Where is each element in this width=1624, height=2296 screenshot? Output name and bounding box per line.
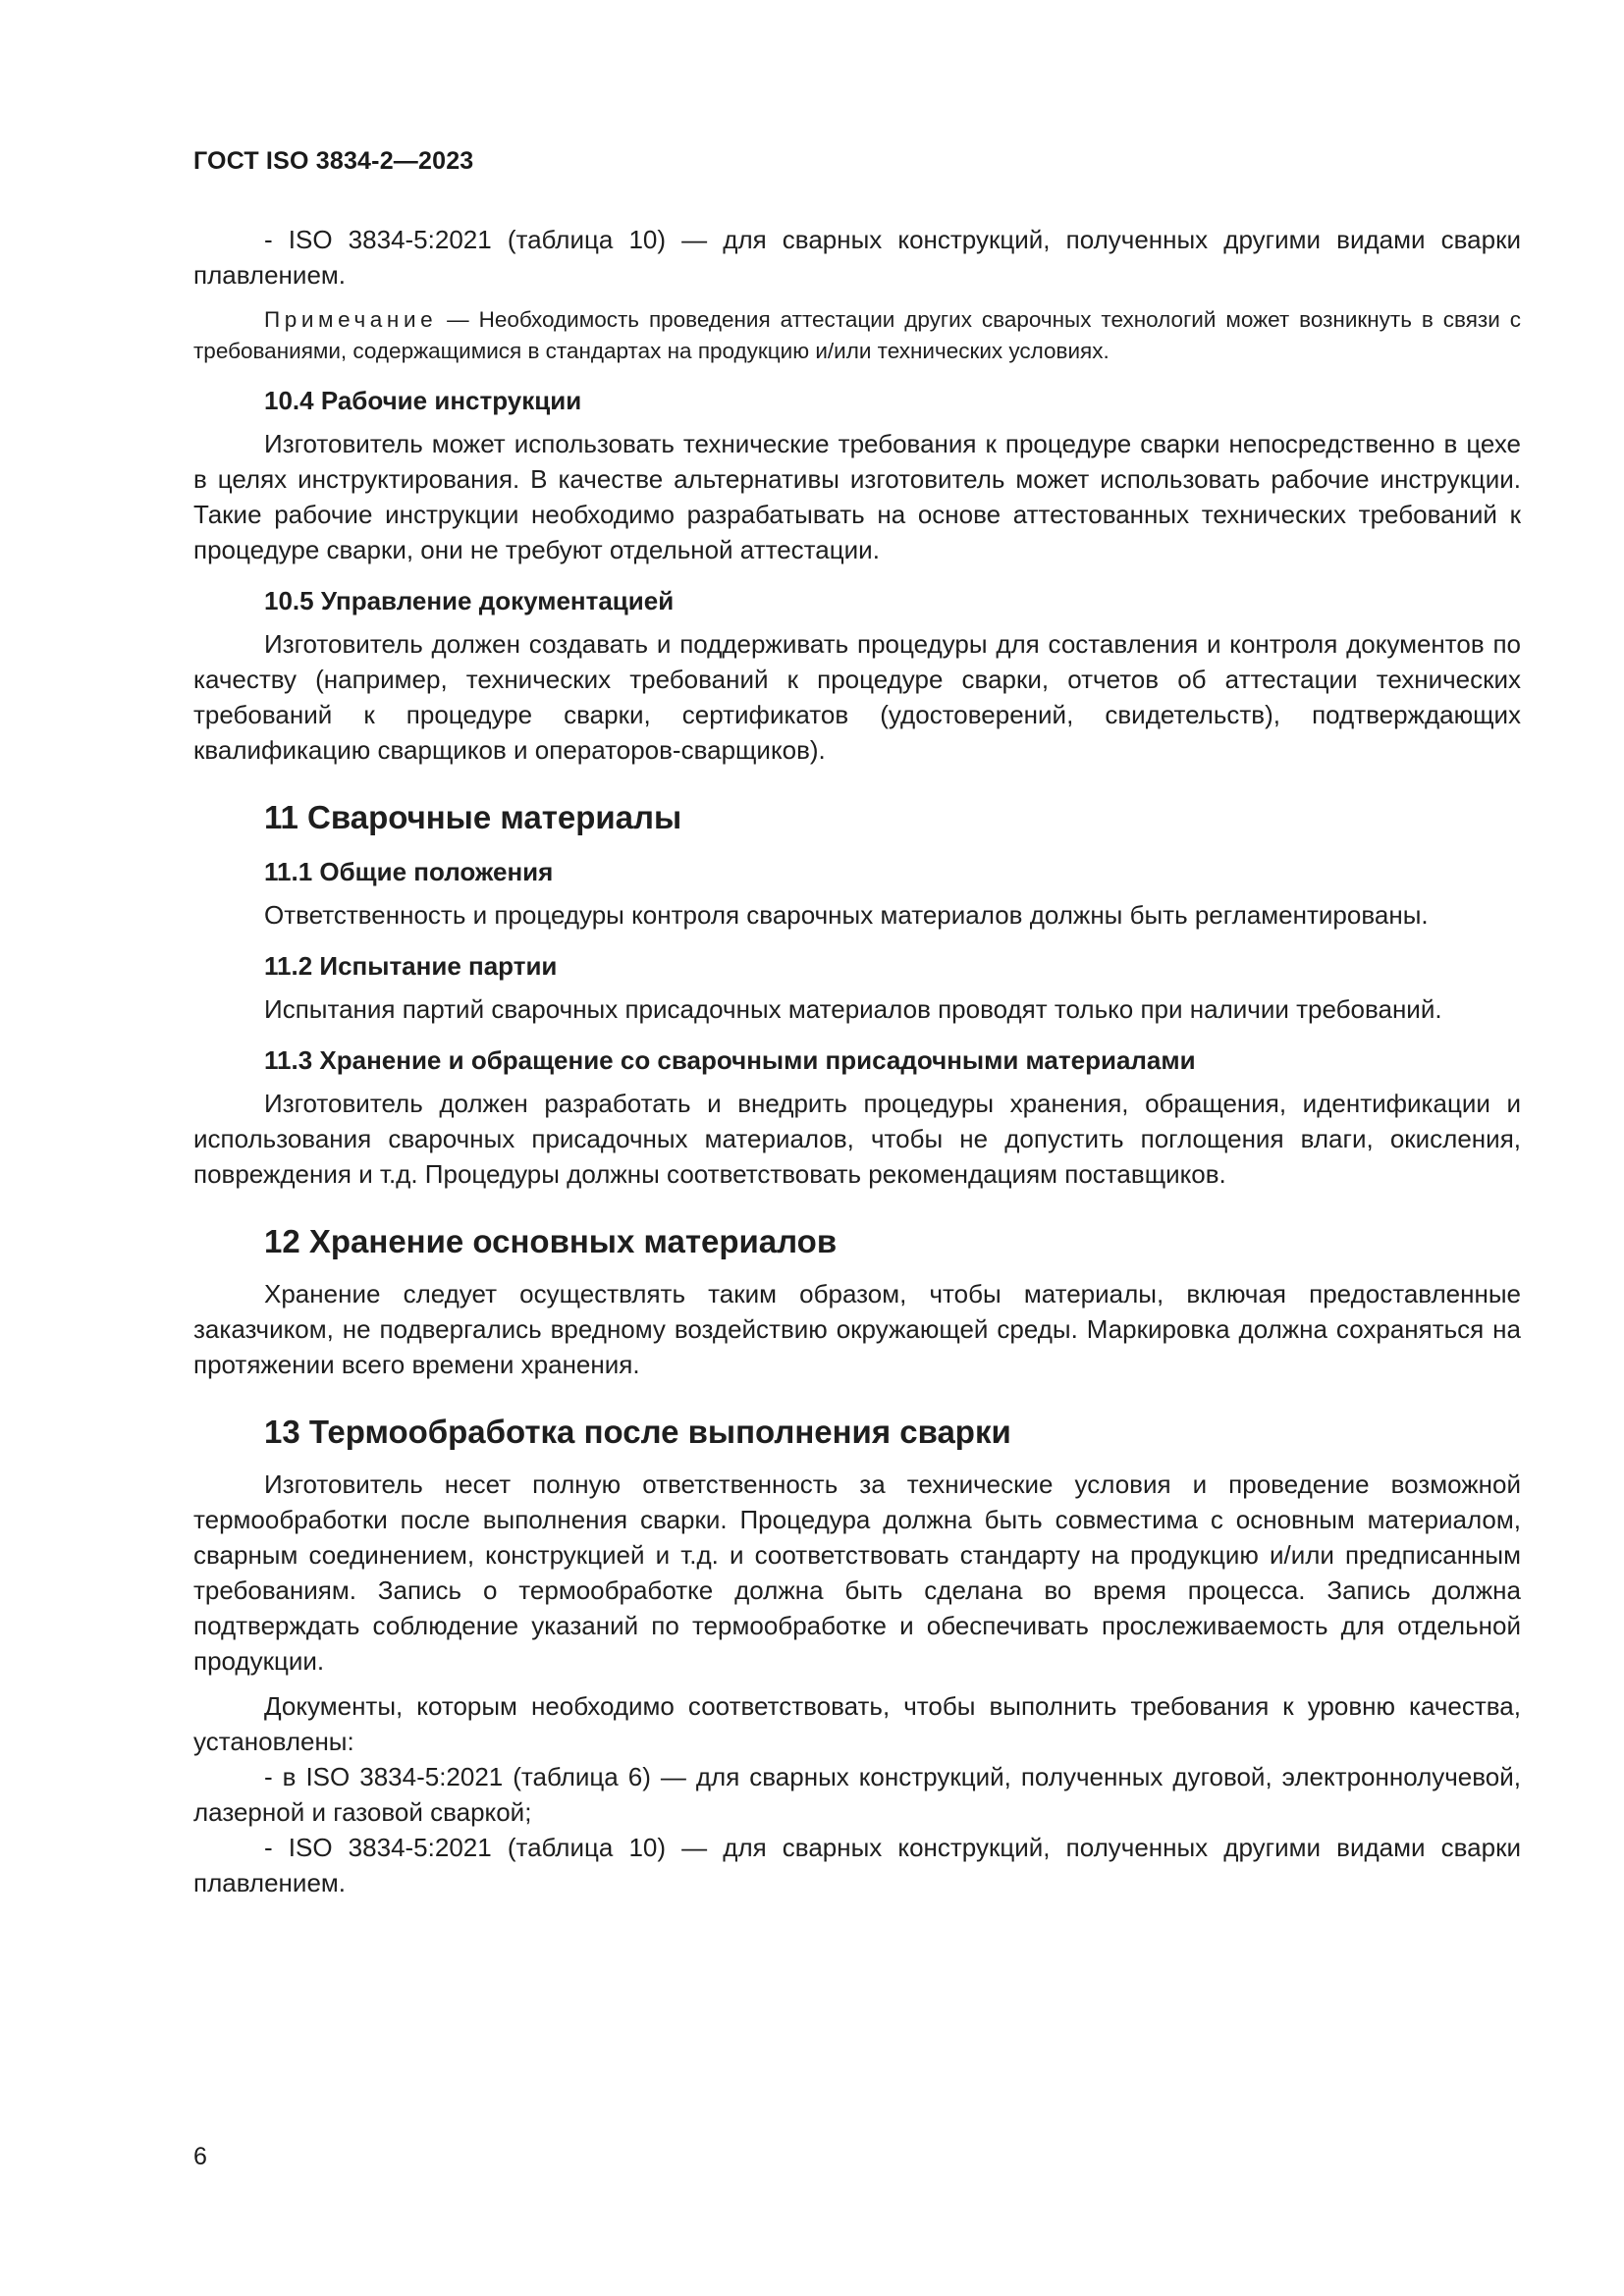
section-13-paragraph-2: Документы, которым необходимо соответствовать, чтобы выполнить требования к уровню качества, установлены: [193,1691,1521,1756]
section-11-1-title: 11.1 Общие положения [264,857,554,886]
section-11-2-text: Испытания партий сварочных присадочных материалов проводят только при наличии требований. [264,994,1442,1024]
section-13-list-item-2: - ISO 3834-5:2021 (таблица 10) — для сварных конструкций, полученных другими видами сварки плавлением. [193,1833,1521,1897]
page-number: 6 [193,2143,207,2170]
section-10-4-text: Изготовитель может использовать технические требования к процедуре сварки непосредственно в цехе в целях инструктирования. В качестве альтернативы изготовитель может использовать рабочие инструкции. Такие рабочие инструкции необходимо разрабатывать на основе аттестованных технических требований к процедуре сварки, они не требуют отдельной аттестации. [193,429,1521,564]
section-11-3-title: 11.3 Хранение и обращение со сварочными присадочными материалами [264,1045,1196,1075]
note-paragraph [193,304,1521,367]
section-12-text: Хранение следует осуществлять таким образом, чтобы материалы, включая предоставленные заказчиком, не подвергались вредному воздействию окружающей среды. Маркировка должна сохраняться на протяжении всего времени хранения. [193,1279,1521,1379]
note-text: — Необходимость проведения аттестации других сварочных технологий может возникнуть в связи с требованиями, содержащимися в стандартах на продукцию и/или технических условиях. [193,307,1521,363]
list-item-iso5-table10: - ISO 3834-5:2021 (таблица 10) — для сварных конструкций, полученных другими видами сварки плавлением. [193,225,1521,290]
section-11-3-text: Изготовитель должен разработать и внедрить процедуры хранения, обращения, идентификации и использования сварочных присадочных материалов, чтобы не допустить поглощения влаги, окисления, повреждения и т.д. Процедуры должны соответствовать рекомендациям поставщиков. [193,1089,1521,1189]
section-11-1-text: Ответственность и процедуры контроля сварочных материалов должны быть регламентированы. [264,900,1429,930]
document-body [193,222,1521,1900]
section-11-2-title: 11.2 Испытание партии [264,951,558,981]
note-label: Примечание [264,307,438,332]
section-11-title: 11 Сварочные материалы [264,799,682,835]
document-header-code: ГОСТ ISO 3834-2—2023 [193,147,474,175]
section-13-paragraph-1: Изготовитель несет полную ответственность за технические условия и проведение возможной термообработки после выполнения сварки. Процедура должна быть совместима с основным материалом, сварным соединением, конструкцией и т.д. и соответствовать стандарту на продукцию и/или предписанным требованиям. Запись о термообработке должна быть сделана во время процесса. Запись должна подтверждать соблюдение указаний по термообработке и обеспечивать прослеживаемость для отдельной продукции. [193,1469,1521,1676]
section-10-5-text: Изготовитель должен создавать и поддерживать процедуры для составления и контроля документов по качеству (например, технических требований к процедуре сварки, отчетов об аттестации технических требований к процедуре сварки, сертификатов (удостоверений, свидетельств), подтверждающих квалификацию сварщиков и операторов-сварщиков). [193,629,1521,765]
section-13-list-item-1: - в ISO 3834-5:2021 (таблица 6) — для сварных конструкций, полученных дуговой, электроннолучевой, лазерной и газовой сваркой; [193,1762,1521,1827]
section-10-5-title: 10.5 Управление документацией [264,586,675,615]
section-12-title: 12 Хранение основных материалов [264,1223,838,1259]
section-13-title: 13 Термообработка после выполнения сварки [264,1414,1011,1450]
section-10-4-title: 10.4 Рабочие инструкции [264,386,582,415]
